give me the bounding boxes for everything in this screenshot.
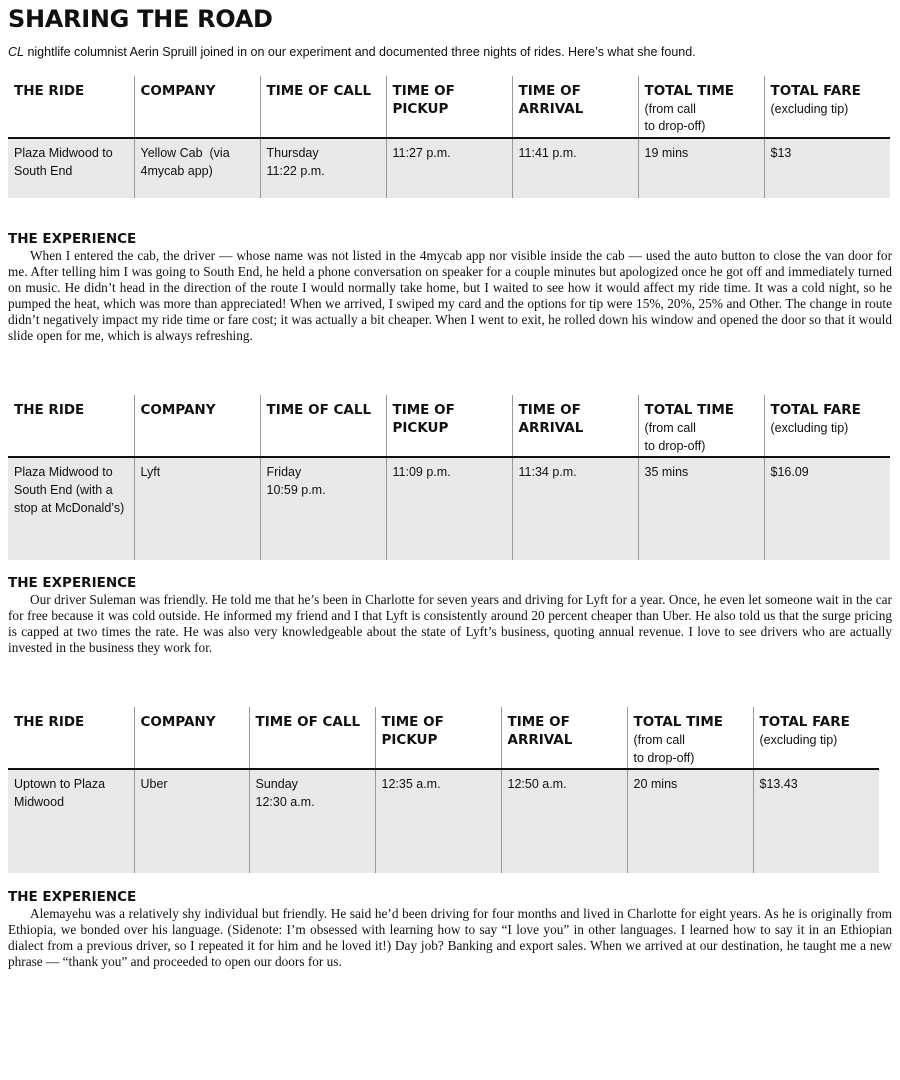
- header-time-of-call: TIME OF CALL: [260, 76, 386, 138]
- header-company: COMPANY: [134, 707, 249, 769]
- ride-table-2: [8, 395, 890, 560]
- cell-arrival: 12:50 a.m.: [501, 769, 627, 873]
- cell-pickup: 11:09 p.m.: [386, 457, 512, 560]
- experience-3: [8, 889, 892, 970]
- cell-ride: Plaza Midwood to South End: [8, 138, 134, 198]
- cell-total-time: 20 mins: [627, 769, 753, 873]
- ride-table-1: [8, 76, 890, 198]
- header-ride: THE RIDE: [8, 395, 134, 457]
- header-total-time: TOTAL TIME (from call to drop-off): [638, 76, 764, 138]
- ride-section-2: [8, 395, 890, 560]
- cell-company: Lyft: [134, 457, 260, 560]
- ride-section-1: [8, 76, 890, 198]
- cell-company: Uber: [134, 769, 249, 873]
- cell-company: Yellow Cab (via 4mycab app): [134, 138, 260, 198]
- header-total-time: TOTAL TIME (from call to drop-off): [638, 395, 764, 457]
- experience-1: [8, 231, 892, 344]
- cell-time-of-call: Thursday 11:22 p.m.: [260, 138, 386, 198]
- header-total-fare: TOTAL FARE (excluding tip): [753, 707, 879, 769]
- cell-pickup: 11:27 p.m.: [386, 138, 512, 198]
- header-company: COMPANY: [134, 76, 260, 138]
- cell-time-of-call: Sunday 12:30 a.m.: [249, 769, 375, 873]
- header-total-fare: TOTAL FARE (excluding tip): [764, 76, 890, 138]
- table-row: [8, 769, 879, 873]
- cell-total-fare: $13.43: [753, 769, 879, 873]
- table-row: [8, 457, 890, 560]
- cell-total-fare: $13: [764, 138, 890, 198]
- header-company: COMPANY: [134, 395, 260, 457]
- experience-title: THE EXPERIENCE: [8, 231, 137, 247]
- header-time-of-pickup: TIME OF PICKUP: [386, 76, 512, 138]
- experience-text: When I entered the cab, the driver — whose name was not listed in the 4mycab app nor visible inside the cab — used the auto button to close the van door for me. After telling him I was going to South End, he held a phone conversation on speaker for a couple minutes but apologized once he got off and immediately turned on music. He didn’t head in the direction of the route I would normally take home, but I waited to see how it would affect my ride time. It was a cold night, so he pumped the heat, which was more than appreciated! When we arrived, I swiped my card and the options for tip were 15%, 20%, 25% and Other. The change in route didn’t negatively impact my ride time or fare cost; it was actually a bit cheaper. When I went to exit, he rolled down his window and opened the door so that it would slide open for me, which is always refreshing.: [8, 248, 892, 343]
- header-ride: THE RIDE: [8, 707, 134, 769]
- dek-italic: CL: [8, 45, 24, 59]
- experience-text: Our driver Suleman was friendly. He told me that he’s been in Charlotte for seven years and driving for Lyft for a year. Once, he even let someone wait in the car for free because it was cold outside. He informed my friend and I that Lyft is consistently around 20 percent cheaper than Uber. He also told us that the surge pricing is capped at two times the rate. He was also very knowledgeable about the state of Lyft’s business, quoting annual revenue. I love to see drivers who are actually invested in the business they work for.: [8, 592, 892, 655]
- table-header-row: [8, 76, 890, 138]
- cell-total-time: 35 mins: [638, 457, 764, 560]
- header-time-of-pickup: TIME OF PICKUP: [375, 707, 501, 769]
- cell-total-time: 19 mins: [638, 138, 764, 198]
- experience-2: [8, 575, 892, 656]
- header-ride: THE RIDE: [8, 76, 134, 138]
- header-time-of-arrival: TIME OF ARRIVAL: [501, 707, 627, 769]
- header-total-fare: TOTAL FARE (excluding tip): [764, 395, 890, 457]
- header-time-of-arrival: TIME OF ARRIVAL: [512, 76, 638, 138]
- article: [8, 0, 892, 969]
- cell-pickup: 12:35 a.m.: [375, 769, 501, 873]
- dek: [8, 44, 892, 60]
- experience-text: Alemayehu was a relatively shy individual but friendly. He said he’d been driving for four months and lived in Charlotte for eight years. As he is originally from Ethiopia, we bonded over his language. (Sidenote: I’m obsessed with learning how to say “I love you” in other languages. I learned how to say it in an Ethiopian dialect from a previous driver, so I repeated it for him and he loved it!) Day job? Banking and export sales. When we arrived at our destination, he taught me a new phrase — “thank you” and proceeded to open our doors for us.: [8, 906, 892, 969]
- cell-total-fare: $16.09: [764, 457, 890, 560]
- header-time-of-pickup: TIME OF PICKUP: [386, 395, 512, 457]
- table-row: [8, 138, 890, 198]
- header-time-of-call: TIME OF CALL: [260, 395, 386, 457]
- header-time-of-arrival: TIME OF ARRIVAL: [512, 395, 638, 457]
- header-total-time: TOTAL TIME (from call to drop-off): [627, 707, 753, 769]
- table-header-row: [8, 395, 890, 457]
- table-header-row: [8, 707, 879, 769]
- ride-section-3: [8, 707, 879, 873]
- headline: SHARING THE ROAD: [8, 5, 273, 33]
- cell-ride: Plaza Midwood to South End (with a stop at McDonald’s): [8, 457, 134, 560]
- cell-ride: Uptown to Plaza Midwood: [8, 769, 134, 873]
- cell-arrival: 11:41 p.m.: [512, 138, 638, 198]
- header-time-of-call: TIME OF CALL: [249, 707, 375, 769]
- ride-table-3: [8, 707, 879, 873]
- cell-time-of-call: Friday 10:59 p.m.: [260, 457, 386, 560]
- experience-title: THE EXPERIENCE: [8, 575, 137, 591]
- cell-arrival: 11:34 p.m.: [512, 457, 638, 560]
- dek-text: nightlife columnist Aerin Spruill joined in on our experiment and documented three nights of rides. Here’s what she found.: [23, 45, 696, 59]
- experience-title: THE EXPERIENCE: [8, 889, 137, 905]
